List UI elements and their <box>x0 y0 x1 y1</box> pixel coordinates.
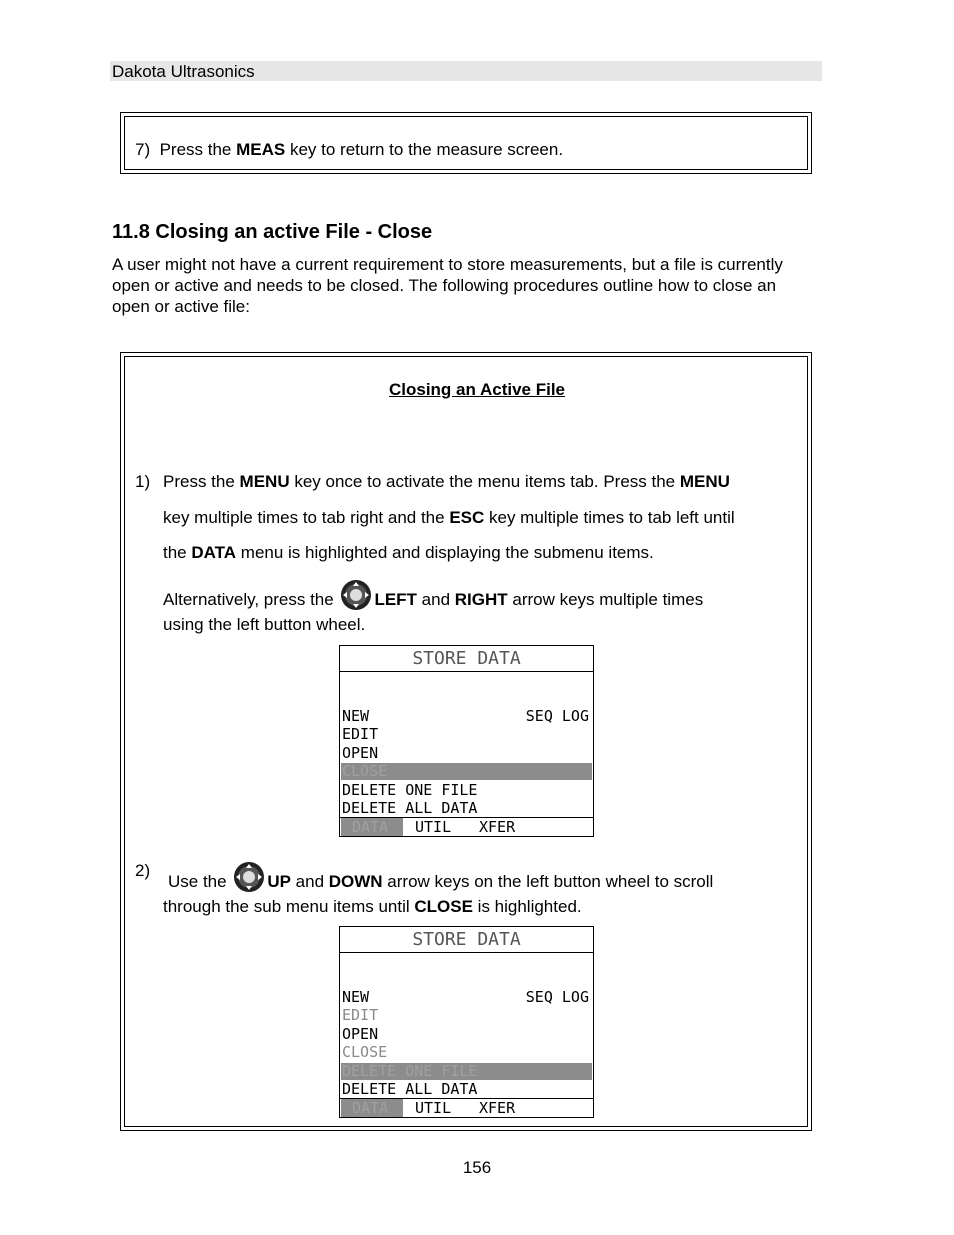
page-number: 156 <box>462 1158 492 1177</box>
navigation-wheel-icon <box>340 579 372 611</box>
step-1-line-2: key multiple times to tab right and the ESC key multiple times to tab left until <box>163 508 735 527</box>
menu-item-new: NEW SEQ LOG <box>342 707 589 725</box>
lcd-tab-bar <box>340 817 593 836</box>
menu-item-delete-all-data: DELETE ALL DATA <box>342 799 478 817</box>
intro-paragraph: A user might not have a current requirement to store measurements, but a file is currently open or active and needs to be closed. The following procedures outline how to close an open or active file: <box>112 255 783 316</box>
step-2-number: 2) <box>135 861 151 880</box>
step-7-text: 7) Press the MEAS key to return to the measure screen. <box>135 140 564 159</box>
top-step-box <box>120 112 812 174</box>
seq-log-label: SEQ LOG <box>525 707 589 725</box>
step-1-line-3: the DATA menu is highlighted and displaying the submenu items. <box>163 543 654 562</box>
tab-xfer: XFER <box>479 1099 516 1117</box>
lcd-title: STORE DATA <box>340 927 593 953</box>
menu-item-edit: EDIT <box>342 1006 379 1024</box>
tab-util: UTIL <box>415 1099 452 1117</box>
step-1-line-1: Press the MENU key once to activate the menu items tab. Press the MENU <box>163 472 730 491</box>
tab-xfer: XFER <box>479 818 516 836</box>
step-1-line-4: Alternatively, press the LEFT and RIGHT arrow keys multiple times <box>163 579 703 611</box>
step-2-line-1: Use the UP and DOWN arrow keys on the left button wheel to scroll <box>168 861 713 893</box>
menu-item-open: OPEN <box>342 744 379 762</box>
step-1-number: 1) <box>135 472 151 491</box>
tab-data: DATA <box>341 1099 403 1117</box>
lcd-screen-2 <box>339 926 594 1118</box>
running-header <box>110 61 822 81</box>
lcd-screen-1 <box>339 645 594 837</box>
menu-item-delete-one-file: DELETE ONE FILE <box>342 781 478 799</box>
section-heading: 11.8 Closing an active File - Close <box>112 221 433 243</box>
step-2-line-2: through the sub menu items until CLOSE is highlighted. <box>163 897 582 916</box>
menu-item-delete-all-data: DELETE ALL DATA <box>342 1080 478 1098</box>
seq-log-label: SEQ LOG <box>525 988 589 1006</box>
menu-item-new: NEW SEQ LOG <box>342 988 589 1006</box>
menu-item-close: CLOSE <box>342 1043 388 1061</box>
menu-item-edit: EDIT <box>342 725 379 743</box>
tab-data: DATA <box>341 818 403 836</box>
company-name: Dakota Ultrasonics <box>112 62 255 81</box>
menu-item-close: CLOSE <box>341 763 592 780</box>
navigation-wheel-icon <box>233 861 265 893</box>
step-1-line-5: using the left button wheel. <box>163 615 366 634</box>
lcd-title: STORE DATA <box>340 646 593 672</box>
procedure-title: Closing an Active File <box>388 380 566 399</box>
tab-util: UTIL <box>415 818 452 836</box>
menu-item-delete-one-file: DELETE ONE FILE <box>341 1063 592 1080</box>
lcd-tab-bar <box>340 1098 593 1117</box>
menu-item-open: OPEN <box>342 1025 379 1043</box>
